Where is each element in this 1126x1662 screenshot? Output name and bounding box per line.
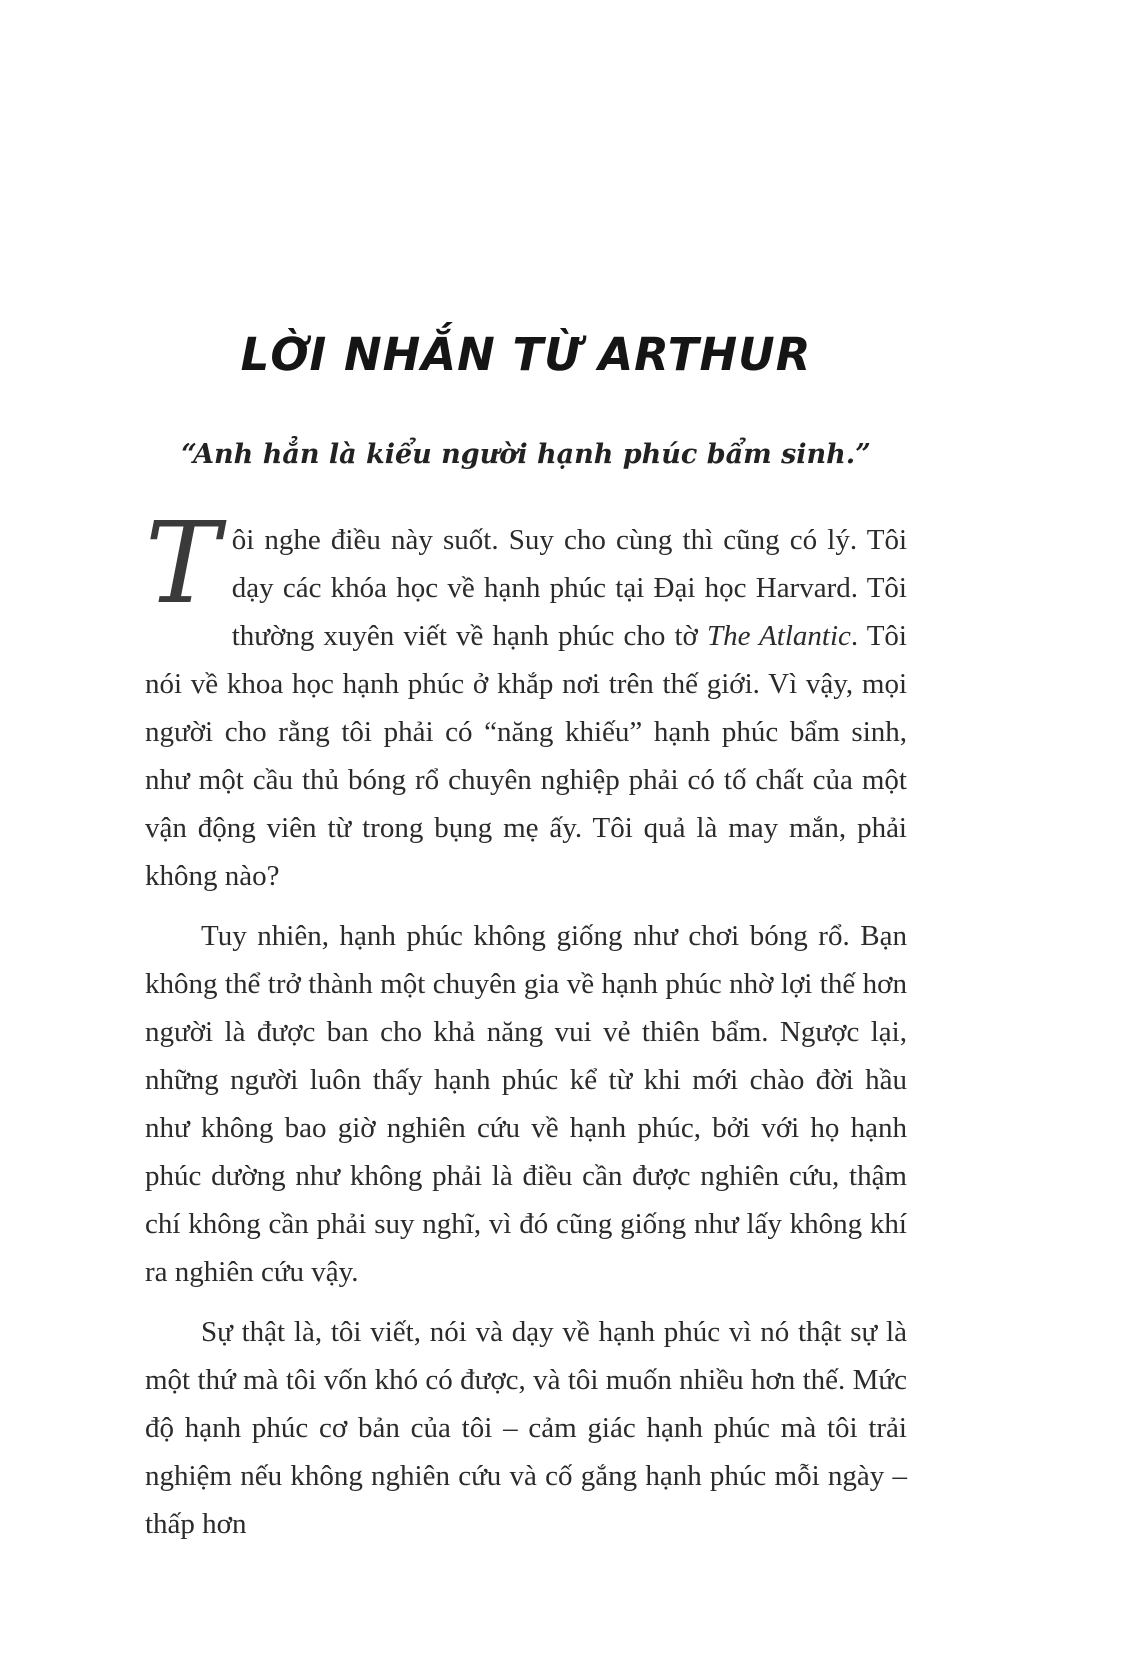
drop-cap: T: [145, 499, 220, 629]
book-title-italic: The Atlantic: [706, 620, 851, 652]
paragraph-3: Sự thật là, tôi viết, nói và dạy về hạnh phúc vì nó thật sự là một thứ mà tôi vốn khó có được, và tôi muốn nhiều hơn thế. Mức độ hạnh phúc cơ bản của tôi – cảm giác hạnh phúc mà tôi trải nghiệm nếu không nghiên cứu và cố gắng hạnh phúc mỗi ngày – thấp hơn: [145, 1316, 907, 1540]
paragraph-1: [145, 499, 907, 900]
chapter-title: LỜI NHẮN TỪ ARTHUR: [240, 328, 812, 381]
paragraph-1-text-continued: . Tôi nói về khoa học hạnh phúc ở khắp nơi trên thế giới. Vì vậy, mọi người cho rằng tôi phải có “năng khiếu” hạnh phúc bẩm sinh, như một cầu thủ bóng rổ chuyên nghiệp phải có tố chất của một vận động viên từ trong bụng mẹ ấy. Tôi quả là may mắn, phải không nào?: [145, 620, 907, 892]
paragraph-2: Tuy nhiên, hạnh phúc không giống như chơi bóng rổ. Bạn không thể trở thành một chuyên gia về hạnh phúc nhờ lợi thế hơn người là được ban cho khả năng vui vẻ thiên bẩm. Ngược lại, những người luôn thấy hạnh phúc kể từ khi mới chào đời hầu như không bao giờ nghiên cứu về hạnh phúc, bởi với họ hạnh phúc dường như không phải là điều cần được nghiên cứu, thậm chí không cần phải suy nghĩ, vì đó cũng giống như lấy không khí ra nghiên cứu vậy.: [145, 920, 907, 1288]
epigraph: “Anh hẳn là kiểu người hạnh phúc bẩm sinh.”: [181, 439, 871, 470]
body-text: [145, 499, 907, 1548]
paragraph-1-text: ôi nghe điều này suốt. Suy cho cùng thì cũng có lý. Tôi dạy các khóa học về hạnh phúc tại Đại học Harvard. Tôi thường xuyên viết về hạnh phúc cho tờ: [231, 524, 907, 652]
page-content: [145, 328, 907, 1548]
